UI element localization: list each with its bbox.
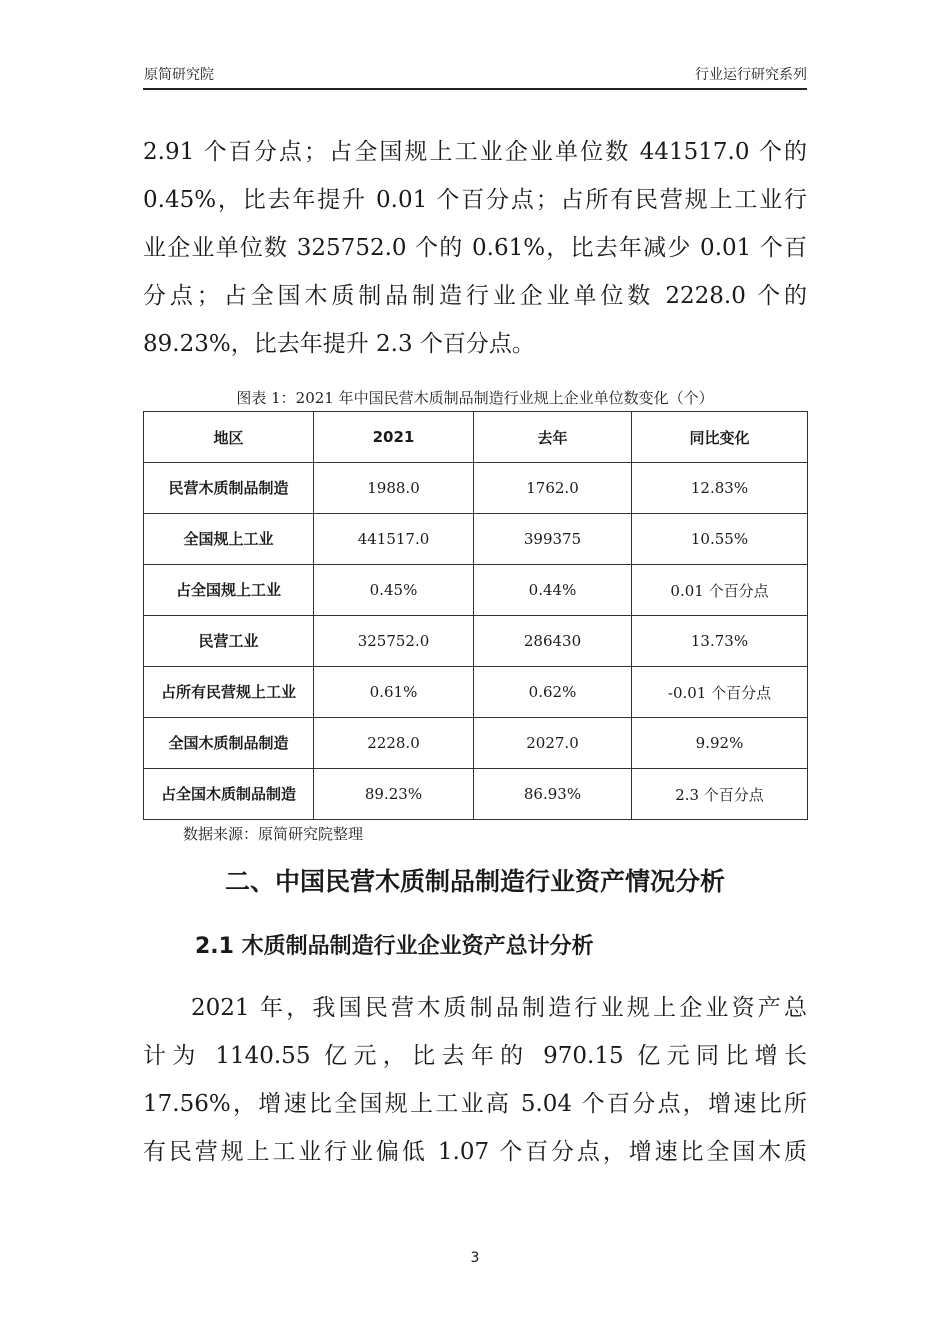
value-2021: 0.45%: [314, 565, 474, 616]
value-prev: 399375: [474, 514, 632, 565]
paragraph-line: 2021 年，我国民营木质制品制造行业规上企业资产总: [191, 995, 807, 1021]
paragraph-line: 分点；占全国木质制品制造行业企业单位数 2228.0 个的: [143, 283, 807, 309]
subsection-heading: 2.1 木质制品制造行业企业资产总计分析: [195, 934, 594, 959]
row-label: 民营木质制品制造: [144, 463, 314, 514]
value-change: 10.55%: [632, 514, 808, 565]
value-prev: 2027.0: [474, 718, 632, 769]
value-change: 0.01 个百分点: [632, 565, 808, 616]
row-label: 民营工业: [144, 616, 314, 667]
value-2021: 0.61%: [314, 667, 474, 718]
paragraph-line: 0.45%，比去年提升 0.01 个百分点；占所有民营规上工业行: [143, 187, 807, 213]
value-2021: 441517.0: [314, 514, 474, 565]
page-header: [143, 64, 807, 86]
value-prev: 1762.0: [474, 463, 632, 514]
table-row: [144, 718, 808, 769]
paragraph-line: 17.56%，增速比全国规上工业高 5.04 个百分点，增速比所: [143, 1091, 807, 1117]
header-org-name: 原简研究院: [144, 67, 214, 83]
row-label: 占所有民营规上工业: [144, 667, 314, 718]
paragraph-line: 2.91 个百分点；占全国规上工业企业单位数 441517.0 个的: [143, 139, 807, 165]
column-header: 2021: [314, 412, 474, 463]
top-paragraph: [143, 128, 807, 368]
header-series-name: 行业运行研究系列: [695, 67, 807, 83]
value-2021: 2228.0: [314, 718, 474, 769]
table-row: [144, 565, 808, 616]
row-label: 全国木质制品制造: [144, 718, 314, 769]
value-prev: 0.44%: [474, 565, 632, 616]
table-source-note: 数据来源：原简研究院整理: [183, 825, 364, 843]
section-heading: 二、中国民营木质制品制造行业资产情况分析: [224, 867, 725, 896]
bottom-paragraph: [143, 984, 807, 1176]
table-row: [144, 769, 808, 820]
header-divider: [143, 88, 807, 90]
row-label: 全国规上工业: [144, 514, 314, 565]
value-prev: 86.93%: [474, 769, 632, 820]
row-label: 占全国木质制品制造: [144, 769, 314, 820]
column-header: 地区: [144, 412, 314, 463]
row-label: 占全国规上工业: [144, 565, 314, 616]
paragraph-line: 业企业单位数 325752.0 个的 0.61%，比去年减少 0.01 个百: [143, 235, 807, 261]
paragraph-line: 89.23%，比去年提升 2.3 个百分点。: [143, 331, 535, 357]
value-2021: 1988.0: [314, 463, 474, 514]
table-row: [144, 667, 808, 718]
table-caption: 图表 1：2021 年中国民营木质制品制造行业规上企业单位数变化（个）: [236, 389, 714, 407]
value-2021: 89.23%: [314, 769, 474, 820]
paragraph-line: 有民营规上工业行业偏低 1.07 个百分点，增速比全国木质: [143, 1139, 807, 1165]
value-change: -0.01 个百分点: [632, 667, 808, 718]
value-change: 13.73%: [632, 616, 808, 667]
value-prev: 286430: [474, 616, 632, 667]
table-row: [144, 514, 808, 565]
table-row: [144, 616, 808, 667]
value-change: 9.92%: [632, 718, 808, 769]
table-header-row: [144, 412, 808, 463]
value-change: 2.3 个百分点: [632, 769, 808, 820]
page-number: 3: [470, 1250, 480, 1266]
paragraph-line: 计为 1140.55 亿元，比去年的 970.15 亿元同比增长: [143, 1043, 807, 1069]
value-prev: 0.62%: [474, 667, 632, 718]
column-header: 去年: [474, 412, 632, 463]
column-header: 同比变化: [632, 412, 808, 463]
value-change: 12.83%: [632, 463, 808, 514]
table-row: [144, 463, 808, 514]
value-2021: 325752.0: [314, 616, 474, 667]
data-table: [143, 411, 808, 820]
